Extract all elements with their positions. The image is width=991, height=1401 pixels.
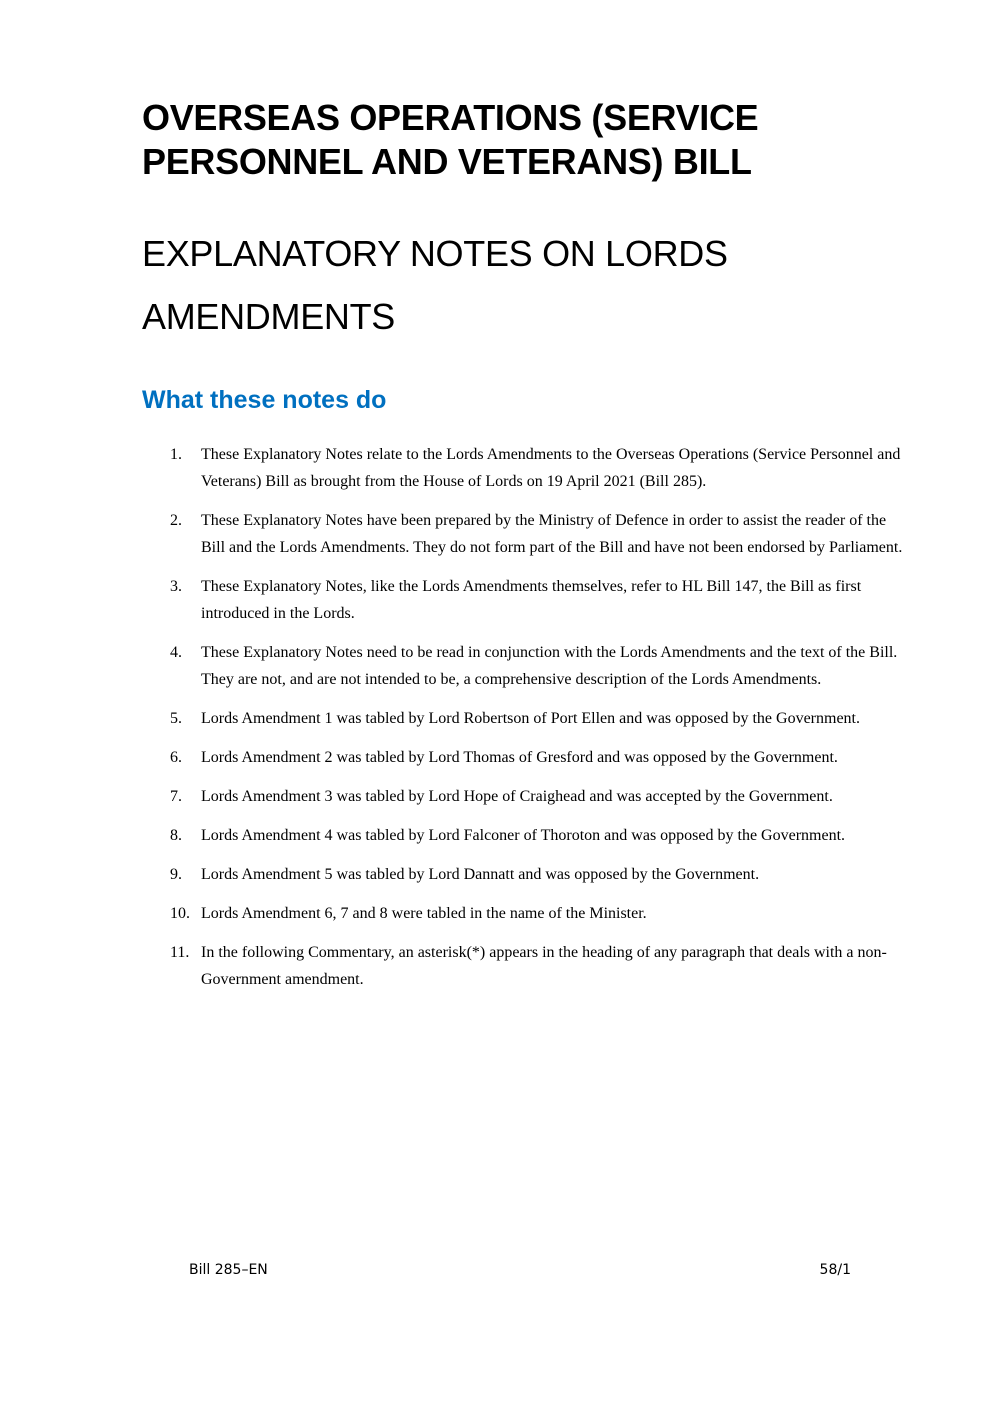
note-item	[170, 783, 905, 810]
note-item	[170, 705, 905, 732]
note-item	[170, 822, 905, 849]
section-heading: What these notes do	[142, 386, 387, 414]
footer-page-reference: 58/1	[819, 1262, 851, 1278]
note-text: These Explanatory Notes, like the Lords Amendments themselves, refer to HL Bill 147, the Bill as first introduced in the Lords.	[201, 578, 862, 622]
note-number: 8.	[170, 827, 182, 844]
note-number: 3.	[170, 578, 182, 595]
note-text: In the following Commentary, an asterisk(*) appears in the heading of any paragraph that deals with a non-Government amendment.	[201, 944, 887, 988]
note-item	[170, 573, 905, 627]
note-text: These Explanatory Notes relate to the Lords Amendments to the Overseas Operations (Service Personnel and Veterans) Bill as brought from the House of Lords on 19 April 2021 (Bill 285).	[201, 446, 901, 490]
note-text: Lords Amendment 5 was tabled by Lord Dannatt and was opposed by the Government.	[201, 866, 760, 883]
note-text: Lords Amendment 2 was tabled by Lord Thomas of Gresford and was opposed by the Government.	[201, 749, 838, 766]
note-item	[170, 939, 905, 993]
note-number: 1.	[170, 446, 182, 463]
note-number: 2.	[170, 512, 182, 529]
document-subtitle: EXPLANATORY NOTES ON LORDS AMENDMENTS	[142, 233, 728, 337]
note-number: 11.	[170, 944, 190, 961]
note-item	[170, 639, 905, 693]
footer-bill-reference: Bill 285–EN	[189, 1262, 268, 1278]
note-text: Lords Amendment 1 was tabled by Lord Robertson of Port Ellen and was opposed by the Government.	[201, 710, 860, 727]
note-text: These Explanatory Notes need to be read in conjunction with the Lords Amendments and the text of the Bill. They are not, and are not intended to be, a comprehensive description of the Lords Amendments.	[201, 644, 898, 688]
notes-list	[170, 441, 905, 1005]
note-item	[170, 900, 905, 927]
note-item	[170, 861, 905, 888]
note-number: 5.	[170, 710, 182, 727]
document-title: OVERSEAS OPERATIONS (SERVICE PERSONNEL AND VETERANS) BILL	[142, 97, 759, 182]
note-item	[170, 744, 905, 771]
note-number: 6.	[170, 749, 182, 766]
note-item	[170, 441, 905, 495]
page-footer	[189, 1260, 851, 1280]
note-number: 7.	[170, 788, 182, 805]
note-number: 4.	[170, 644, 182, 661]
note-text: Lords Amendment 4 was tabled by Lord Falconer of Thoroton and was opposed by the Government.	[201, 827, 846, 844]
note-text: Lords Amendment 6, 7 and 8 were tabled in the name of the Minister.	[201, 905, 647, 922]
note-text: These Explanatory Notes have been prepared by the Ministry of Defence in order to assist the reader of the Bill and the Lords Amendments. They do not form part of the Bill and have not been endorsed by Parliament.	[201, 512, 903, 556]
note-text: Lords Amendment 3 was tabled by Lord Hope of Craighead and was accepted by the Government.	[201, 788, 833, 805]
note-item	[170, 507, 905, 561]
note-number: 9.	[170, 866, 182, 883]
note-number: 10.	[170, 905, 190, 922]
